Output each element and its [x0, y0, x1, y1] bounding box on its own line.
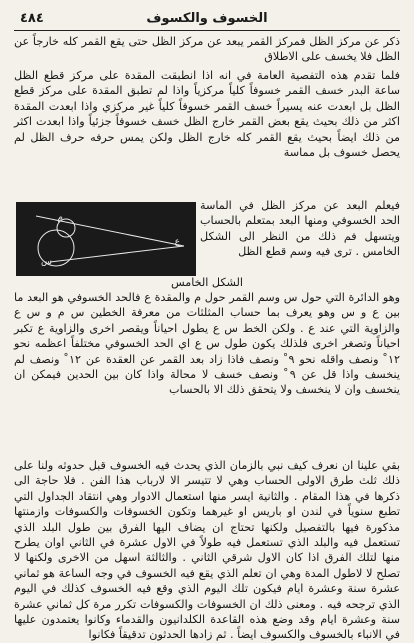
- page-header: [14, 8, 400, 31]
- paragraph-text: فيعلم البعد عن مركز الظل في الماسة الحد الخسوفي ومنها البعد بمتعلم بالحساب ويتسهل فم ذلك من النظر الى الشكل الخامس . ترى فيه وسم قطع الظل: [200, 199, 400, 259]
- figure-diagram: [16, 202, 196, 276]
- paragraph-text: وهو الدائرة التي حول س وسم القمر حول م والمقدة ع فالحد الخسوفي هو البعد ما بين ع و س وهو يعرف بما حساب المثلثات من معرفة الخطين س م و س ع والزاوية التي عند ع . ولكن الخط س ع يطول احياناً ويقصر اخرى والزاوية ع تكبر احياناً وتصغر اخرى فلذلك يكون طول س ع اي الحد الخسوفي مختلفاً اعظمه نحو ١٢ ْ ونصف واقله نحو ٩ ْ ونصف فاذا زاد بعد القمر عن العقدة عن ١٢ ْ ونصف لم ينخسف واذا قل عن ٩ ْ ونصف خسف لا محالة واذا كان بين الحدين فيمكن ان ينخسف وان لا ينخسف ولا يتحقق ذلك الا بالحساب: [14, 291, 401, 397]
- section-heading: الشكل الخامس: [170, 276, 244, 289]
- figure-label-sin: س: [41, 257, 52, 267]
- figure-label-mim: م: [57, 213, 63, 223]
- figure-five: [16, 202, 196, 276]
- paragraph-4: [14, 458, 400, 643]
- page-number: ٤٨٤: [20, 11, 44, 26]
- figure-label-ain: ع: [174, 237, 180, 247]
- paragraph-2: [14, 68, 400, 160]
- paragraph-3: [14, 290, 400, 398]
- running-title: الخسوف والكسوف: [146, 11, 268, 26]
- paragraph-1: [14, 34, 400, 65]
- paragraph-text: فلما تقدم هذه التفصية العامة في انه اذا انطبقت المقدة على مركز قطع الظل ساعة البدر خسف القمر خسوفاً كلياً مركزياً واذا لم تطبق المقدة على مركز قطع الظل بل ابعدت عنه يسيراً خسف القمر خسوفاً كلياً غير مركزي واذا ابعدت المقدة اكثر من ذلك بحيث يقع بعض القمر خارج الظل خسف خسوفاً جزئياً واذا ابعدت اكثر من ذلك ايضاً بحيث يقع القمر كله خارج الظل ولكن يمس حرفه حرف الظل لم يحصل خسوف بل مماسة: [14, 69, 400, 160]
- paragraph-text: بقي علينا ان نعرف كيف نبي بالزمان الذي يحدث فيه الخسوف قبل حدوثه ولنا على ذلك ثلث طرق الاولى الحساب وهي لا تتيسر الا لارباب هذا الفن . فلا حاجة الى ذكرها في هذا المقام . والثانية ايسر منها استعمال الادوار وهي انتقاد الجداول التي تطبع سنوياً في لندن او باريس او غيرهما وتكون الخسوفات والكسوفات وازمنتها مذكورة فيها بالتفصيل ولكنها تحتاج ان يضاف اليها الفرق بين طول البلد الذي تستعمل فيه والبلد الذي تستعمل فيه طولاً في الاول عشرة في الثاني اوان يطرح منها لتلك الفرق اذا كان الاول شرقي الثاني . والثالثة اسهل من الاخرى ولكنها لا تصلح لا لاطول المدة وهي ان تعلم الذي يقع فيه الخسوف في وجه الساعة هو ثماني عشرة سنة وعشرة ايام فيكون تلك اليوم الذي وقع فيه الخسوف كذلك في اليوم الذي ترجحه فيه . ومعنى ذلك ان الخسوفات والكسوفات تكرر مرة كل ثماني عشرة سنة وعشرة ايام وقد وضع هذه القاعدة الكلدانيون والقدماء وكانوا يعتمدون عليها في الانباء بالخسوف والكسوف ايضاً . ثم زادها الحدثون تدقيقاً فكانوا: [14, 459, 400, 642]
- paragraph-beside-figure: [200, 198, 400, 260]
- book-page: [14, 8, 401, 642]
- paragraph-text: ذكر عن مركز الظل فمركز القمر يبعد عن مركز الظل حتى يقع القمر كله خارجاً عن الظل فلا يخسف على الاطلاق: [14, 35, 400, 64]
